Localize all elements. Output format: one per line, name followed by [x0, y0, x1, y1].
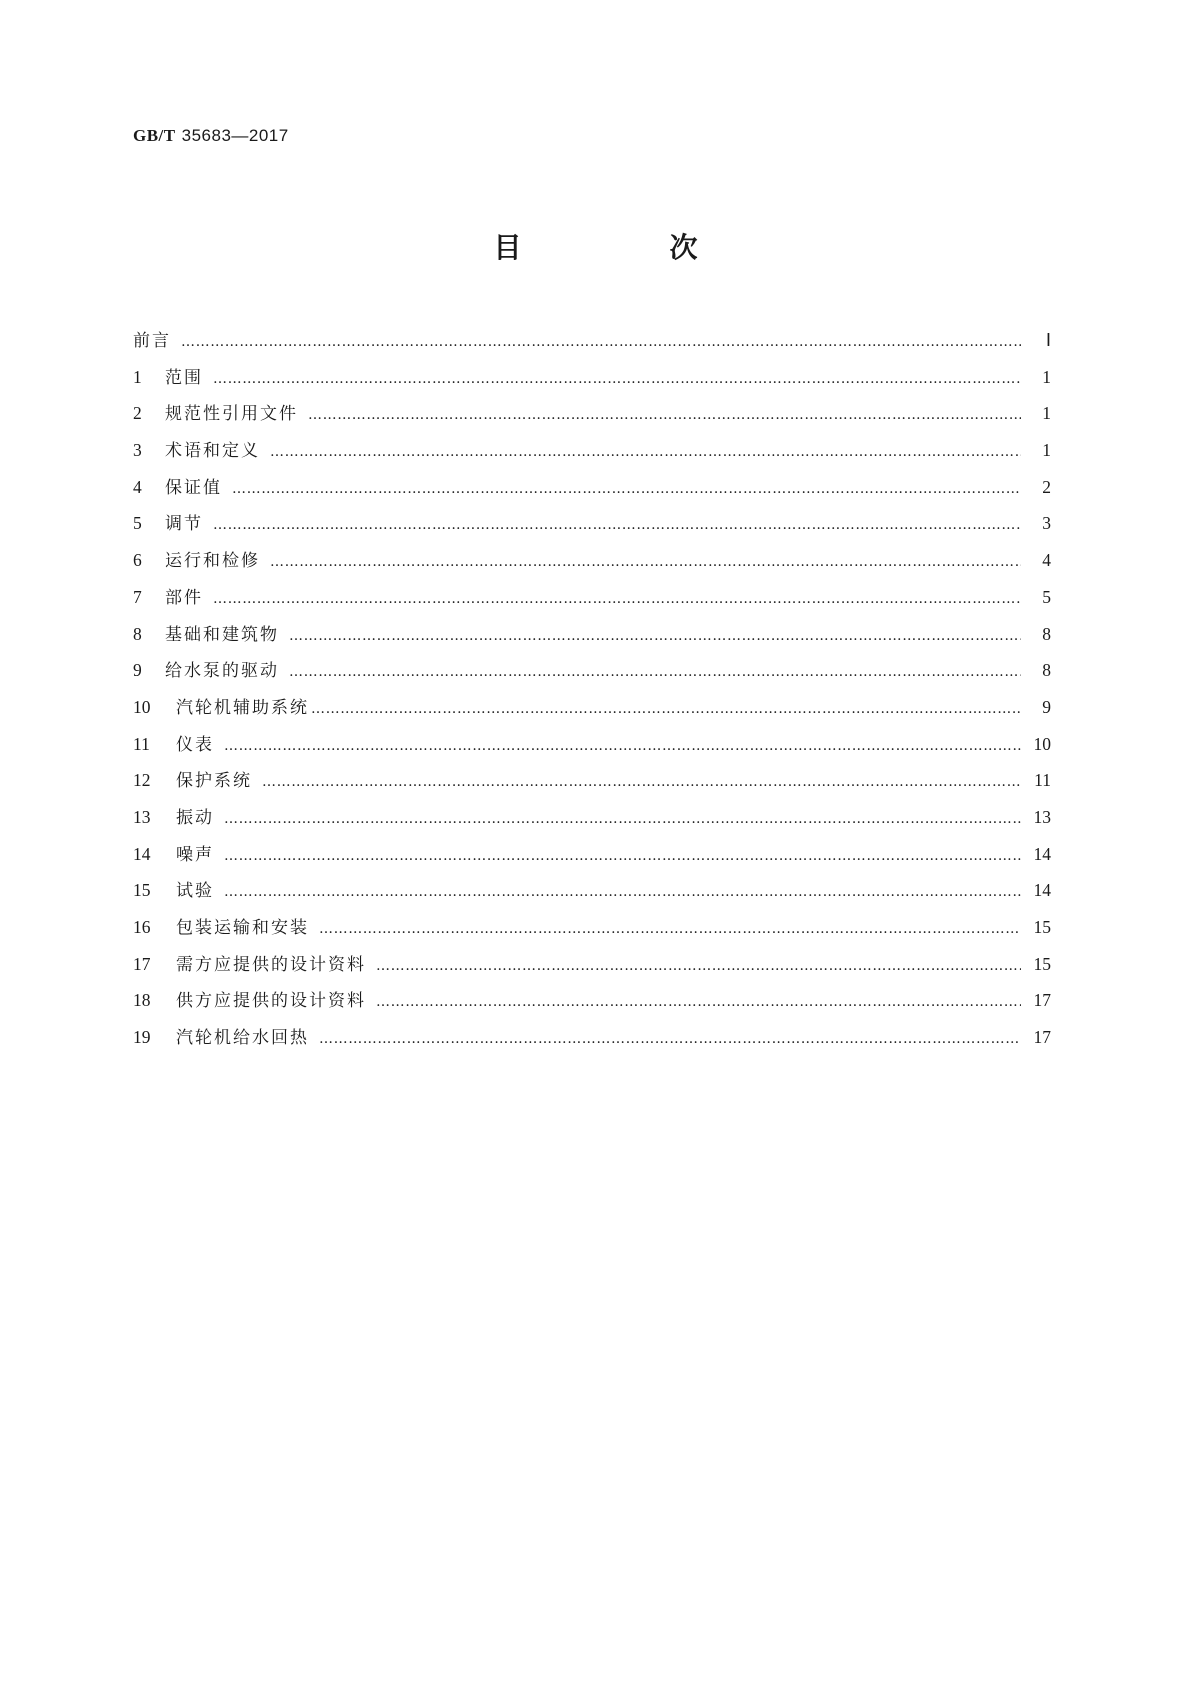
dot-leader [319, 1031, 1021, 1047]
toc-entry[interactable] [133, 730, 1051, 767]
toc-entry-page: 17 [1033, 990, 1051, 1011]
dot-leader [311, 701, 1021, 717]
dot-leader [319, 921, 1021, 937]
toc-entry[interactable] [133, 399, 1051, 436]
toc-entry-title: 保护系统 [176, 771, 252, 792]
dot-leader [289, 664, 1021, 680]
toc-entry[interactable] [133, 1023, 1051, 1060]
toc-entry-page: 3 [1042, 513, 1051, 534]
dot-leader [376, 994, 1021, 1010]
toc-entry[interactable] [133, 620, 1051, 657]
toc-entry-number: 10 [133, 696, 151, 717]
dot-leader [213, 591, 1021, 607]
toc-entry-title: 前言 [133, 331, 171, 351]
toc-entry-number: 5 [133, 513, 142, 534]
toc-entry-foreword[interactable] [133, 326, 1051, 363]
toc-entry-page: 13 [1033, 806, 1051, 827]
page-title: 目 次 [493, 231, 758, 264]
toc-entry-page: 1 [1042, 440, 1051, 461]
toc-entry[interactable] [133, 546, 1051, 583]
toc-entry-page: 15 [1033, 953, 1051, 974]
toc-entry-number: 4 [133, 476, 142, 497]
toc-entry[interactable] [133, 656, 1051, 693]
toc-entry-title: 术语和定义 [165, 441, 260, 462]
toc-entry-page: 2 [1042, 476, 1051, 497]
toc-entry-number: 9 [133, 660, 142, 681]
dot-leader [270, 554, 1021, 570]
toc-entry-number: 1 [133, 366, 142, 387]
standard-number: 35683—2017 [181, 126, 289, 145]
toc-entry-number: 12 [133, 770, 151, 791]
dot-leader [308, 407, 1021, 423]
dot-leader [289, 628, 1021, 644]
toc-entry-number: 18 [133, 990, 151, 1011]
dot-leader [224, 848, 1021, 864]
toc-entry-number: 6 [133, 550, 142, 571]
toc-entry-number: 11 [133, 733, 150, 754]
toc-entry-number: 13 [133, 806, 151, 827]
toc-entry-title: 汽轮机给水回热 [176, 1028, 309, 1049]
toc-entry-number: 8 [133, 623, 142, 644]
toc-entry-title: 调节 [165, 514, 203, 535]
toc-entry[interactable] [133, 473, 1051, 510]
dot-leader [224, 811, 1021, 827]
toc-entry-number: 16 [133, 917, 151, 937]
toc-entry-number: 17 [133, 953, 151, 974]
toc-entry-title: 振动 [176, 807, 214, 828]
toc-entry-page: 17 [1033, 1027, 1051, 1048]
toc-entry-title: 基础和建筑物 [165, 624, 279, 645]
toc-entry-title: 规范性引用文件 [165, 404, 298, 425]
toc-entry-page: 8 [1042, 623, 1051, 644]
toc-entry[interactable] [133, 693, 1051, 730]
toc-entry[interactable] [133, 803, 1051, 840]
toc-entry-number: 2 [133, 403, 142, 424]
toc-entry-page: 1 [1042, 403, 1051, 424]
dot-leader [224, 738, 1021, 754]
toc-entry-title: 范围 [165, 367, 203, 388]
toc-entry[interactable] [133, 950, 1051, 987]
dot-leader [213, 371, 1021, 387]
toc-entry[interactable] [133, 509, 1051, 546]
toc-entry[interactable] [133, 583, 1051, 620]
toc-entry-title: 汽轮机辅助系统 [176, 697, 309, 718]
toc-entry-title: 给水泵的驱动 [165, 661, 279, 682]
toc-entry-title: 噪声 [176, 844, 214, 865]
dot-leader [262, 774, 1021, 790]
toc-entry-page: 15 [1033, 917, 1051, 937]
toc-entry-number: 14 [133, 843, 151, 864]
dot-leader [213, 517, 1021, 533]
toc-entry-page: 5 [1042, 586, 1051, 607]
toc-entry-page: 9 [1042, 696, 1051, 717]
toc-entry-title: 保证值 [165, 477, 222, 498]
toc-entry-page: 4 [1042, 550, 1051, 571]
dot-leader [224, 884, 1021, 900]
toc-entry-title: 运行和检修 [165, 551, 260, 572]
toc-entry[interactable] [133, 876, 1051, 913]
toc-entry[interactable] [133, 913, 1051, 950]
dot-leader [270, 444, 1021, 460]
toc-entry-title: 供方应提供的设计资料 [176, 991, 366, 1012]
toc-entry[interactable] [133, 363, 1051, 400]
table-of-contents [133, 326, 1051, 1060]
dot-leader [376, 958, 1021, 974]
toc-entry-number: 3 [133, 440, 142, 461]
toc-entry-number: 15 [133, 880, 151, 901]
toc-entry-page: 8 [1042, 660, 1051, 681]
toc-entry-page: 1 [1042, 366, 1051, 387]
toc-entry-page: Ⅰ [1045, 330, 1051, 350]
toc-entry-title: 需方应提供的设计资料 [176, 954, 366, 975]
toc-entry-number: 19 [133, 1027, 151, 1048]
toc-entry-title: 部件 [165, 587, 203, 608]
toc-entry[interactable] [133, 436, 1051, 473]
toc-entry-page: 14 [1033, 880, 1051, 901]
toc-entry[interactable] [133, 840, 1051, 877]
standard-prefix: GB/T [133, 126, 176, 145]
toc-entry[interactable] [133, 986, 1051, 1023]
dot-leader [232, 481, 1021, 497]
toc-entry[interactable] [133, 766, 1051, 803]
toc-entry-page: 10 [1033, 733, 1051, 754]
toc-entry-page: 14 [1033, 843, 1051, 864]
standard-code [133, 126, 289, 146]
toc-entry-page: 11 [1034, 770, 1051, 791]
toc-entry-number: 7 [133, 586, 142, 607]
toc-entry-title: 试验 [176, 881, 214, 902]
dot-leader [181, 334, 1021, 350]
toc-entry-title: 仪表 [176, 734, 214, 755]
toc-entry-title: 包装运输和安装 [176, 918, 309, 938]
